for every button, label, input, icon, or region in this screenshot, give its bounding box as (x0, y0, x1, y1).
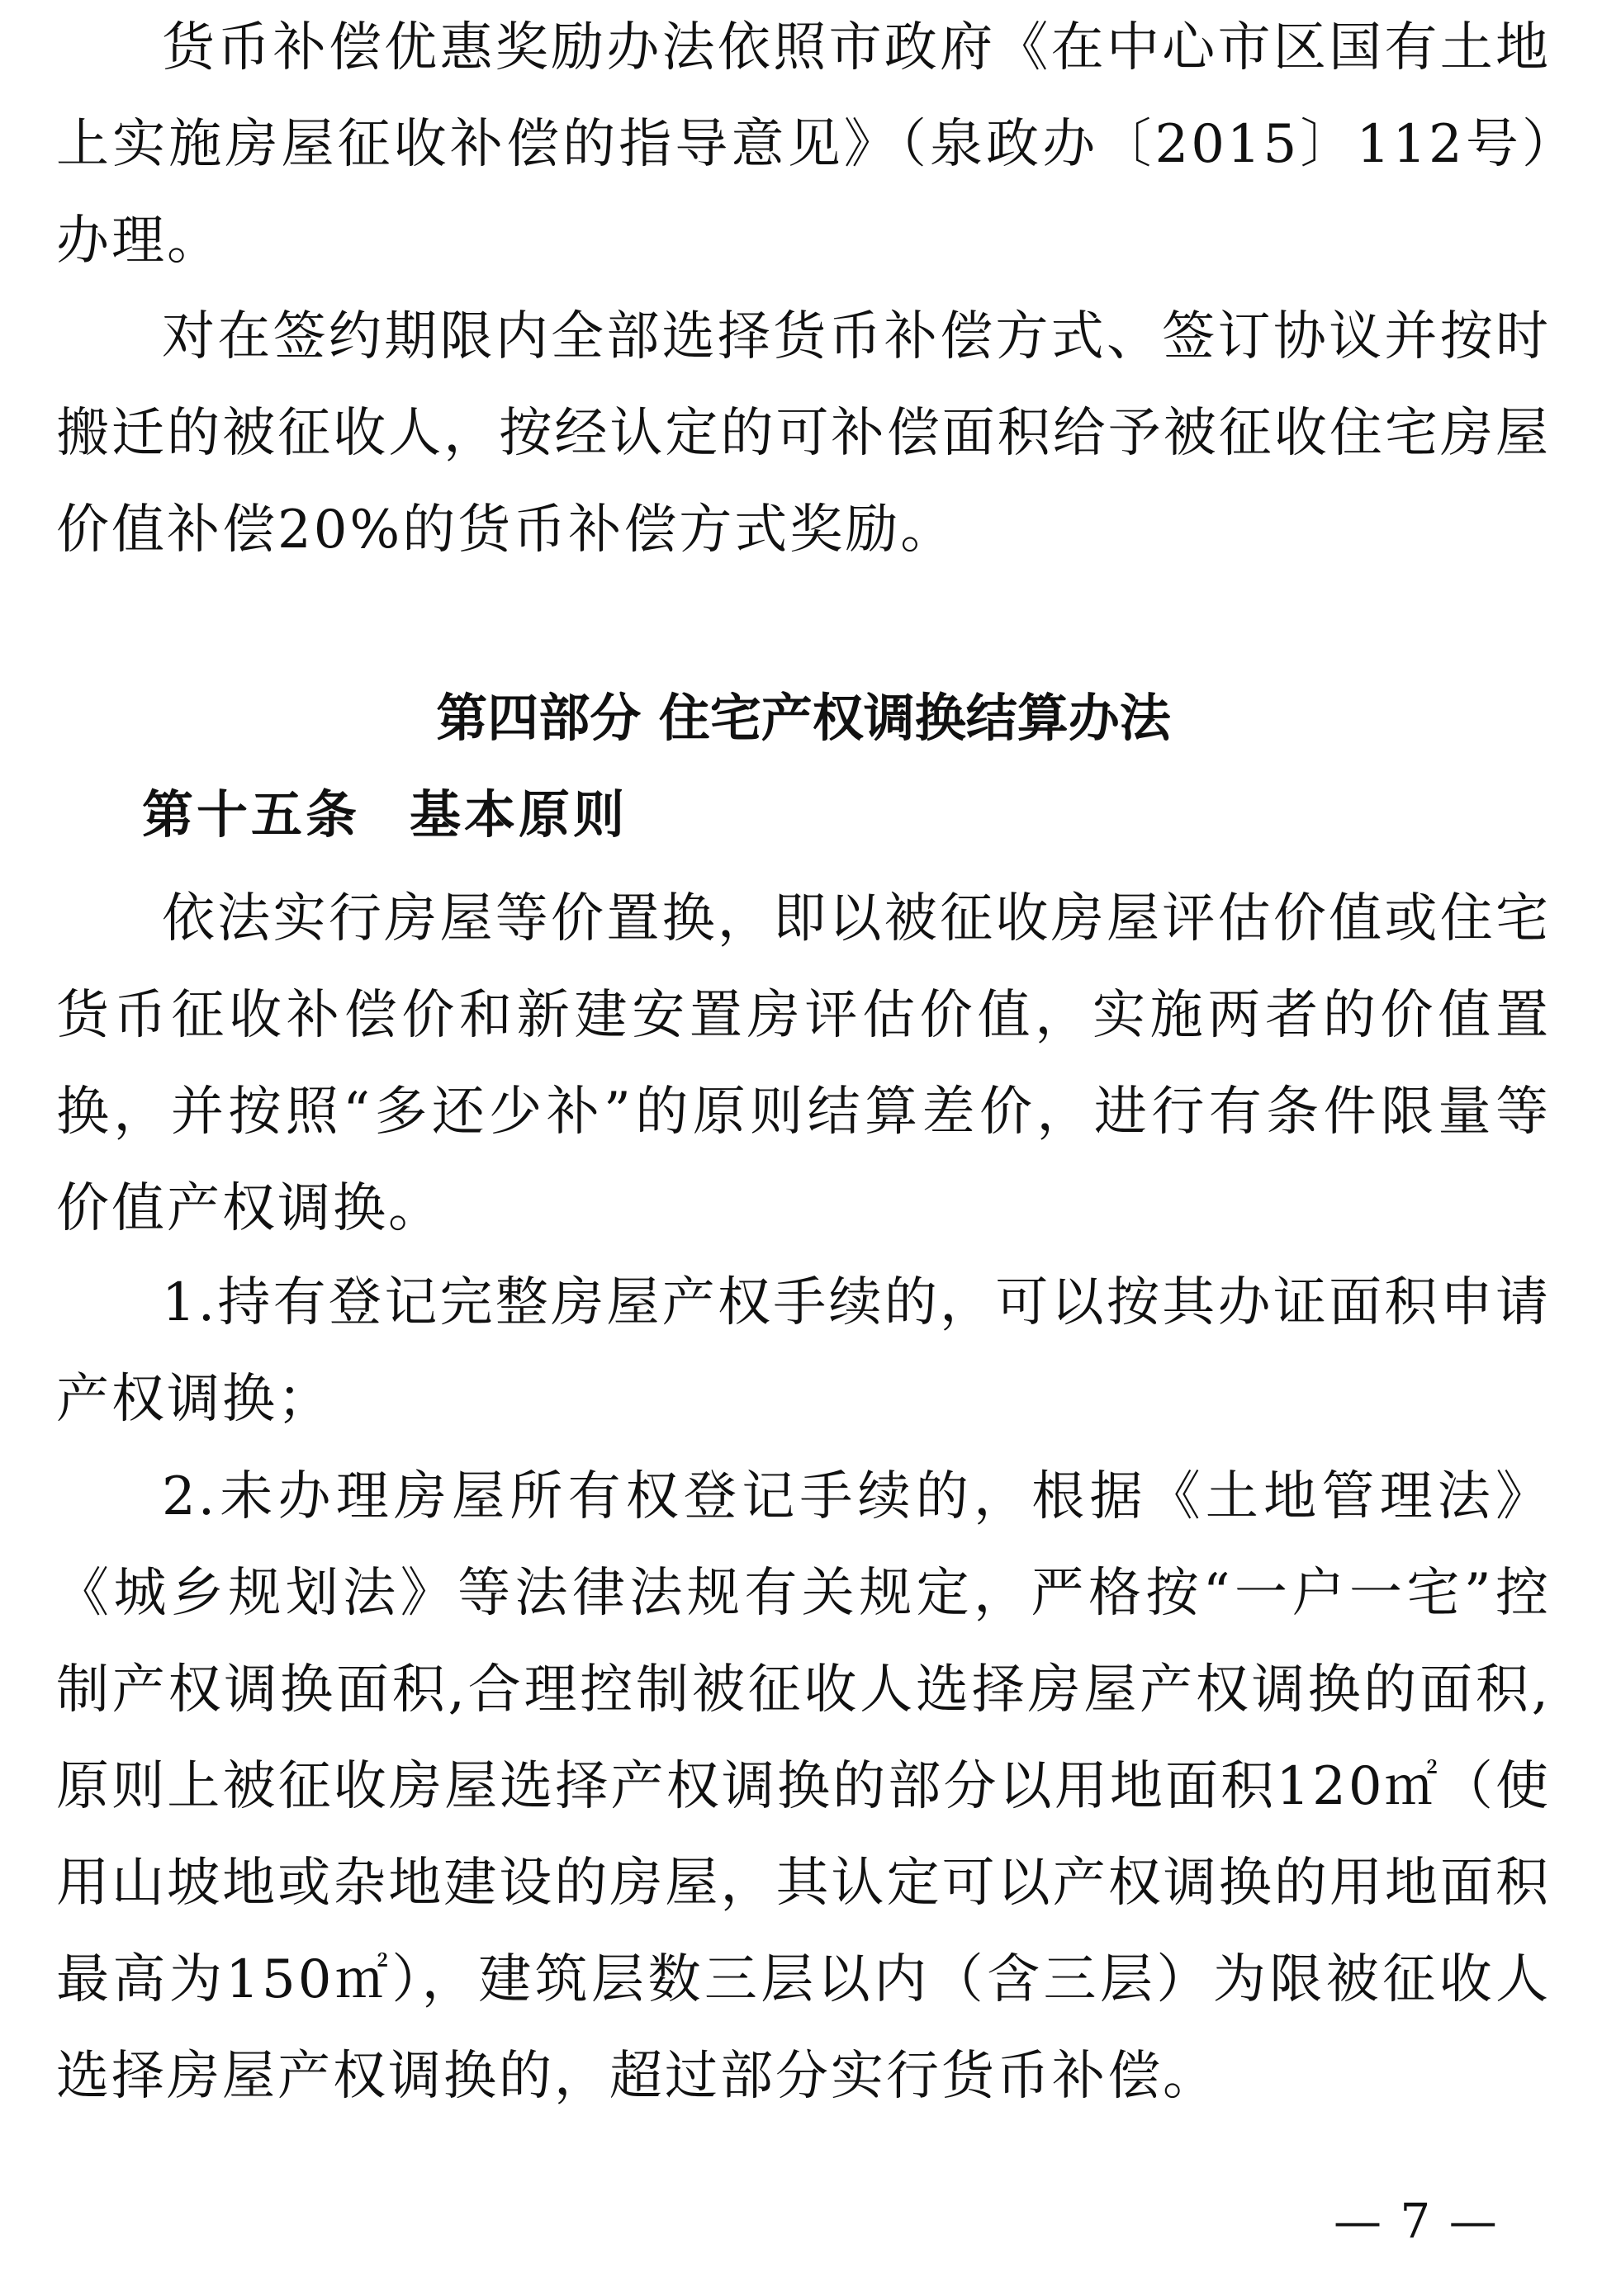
page-number: — 7 — (1334, 2193, 1499, 2249)
article-title: 基本原则 (410, 784, 628, 845)
paragraph-equal-value-exchange: 依法实行房屋等价置换，即以被征收房屋评估价值或住宅货币征收补偿价和新建安置房评估价值，实施两者的价值置换，并按照“多还少补”的原则结算差价，进行有条件限量等价值产权调换。 (56, 888, 1551, 1239)
section-title: 第四部分 住宅产权调换结算办法 (436, 688, 1171, 748)
article-heading (142, 774, 628, 856)
article-number: 第十五条 (142, 784, 361, 845)
paragraph-item-2: 2.未办理房屋所有权登记手续的，根据《土地管理法》《城乡规划法》等法律法规有关规定，严格按“一户一宅”控制产权调换面积,合理控制被征收人选择房屋产权调换的面积,原则上被征收房屋选择产权调换的部分以用地面积120㎡（使用山坡地或杂地建设的房屋，其认定可以产权调换的用地面积最高为150㎡），建筑层数三层以内（含三层）为限被征收人选择房屋产权调换的，超过部分实行货币补偿。 (56, 1466, 1551, 2107)
paragraph-monetary-incentive-reward: 对在签约期限内全部选择货币补偿方式、签订协议并按时搬迁的被征收人，按经认定的可补偿面积给予被征收住宅房屋价值补偿20%的货币补偿方式奖励。 (56, 306, 1551, 561)
paragraph-item-1: 1.持有登记完整房屋产权手续的，可以按其办证面积申请产权调换； (56, 1272, 1551, 1430)
paragraph-monetary-incentive-method: 货币补偿优惠奖励办法依照市政府《在中心市区国有土地上实施房屋征收补偿的指导意见》（泉政办〔2015〕112号）办理。 (56, 17, 1551, 272)
